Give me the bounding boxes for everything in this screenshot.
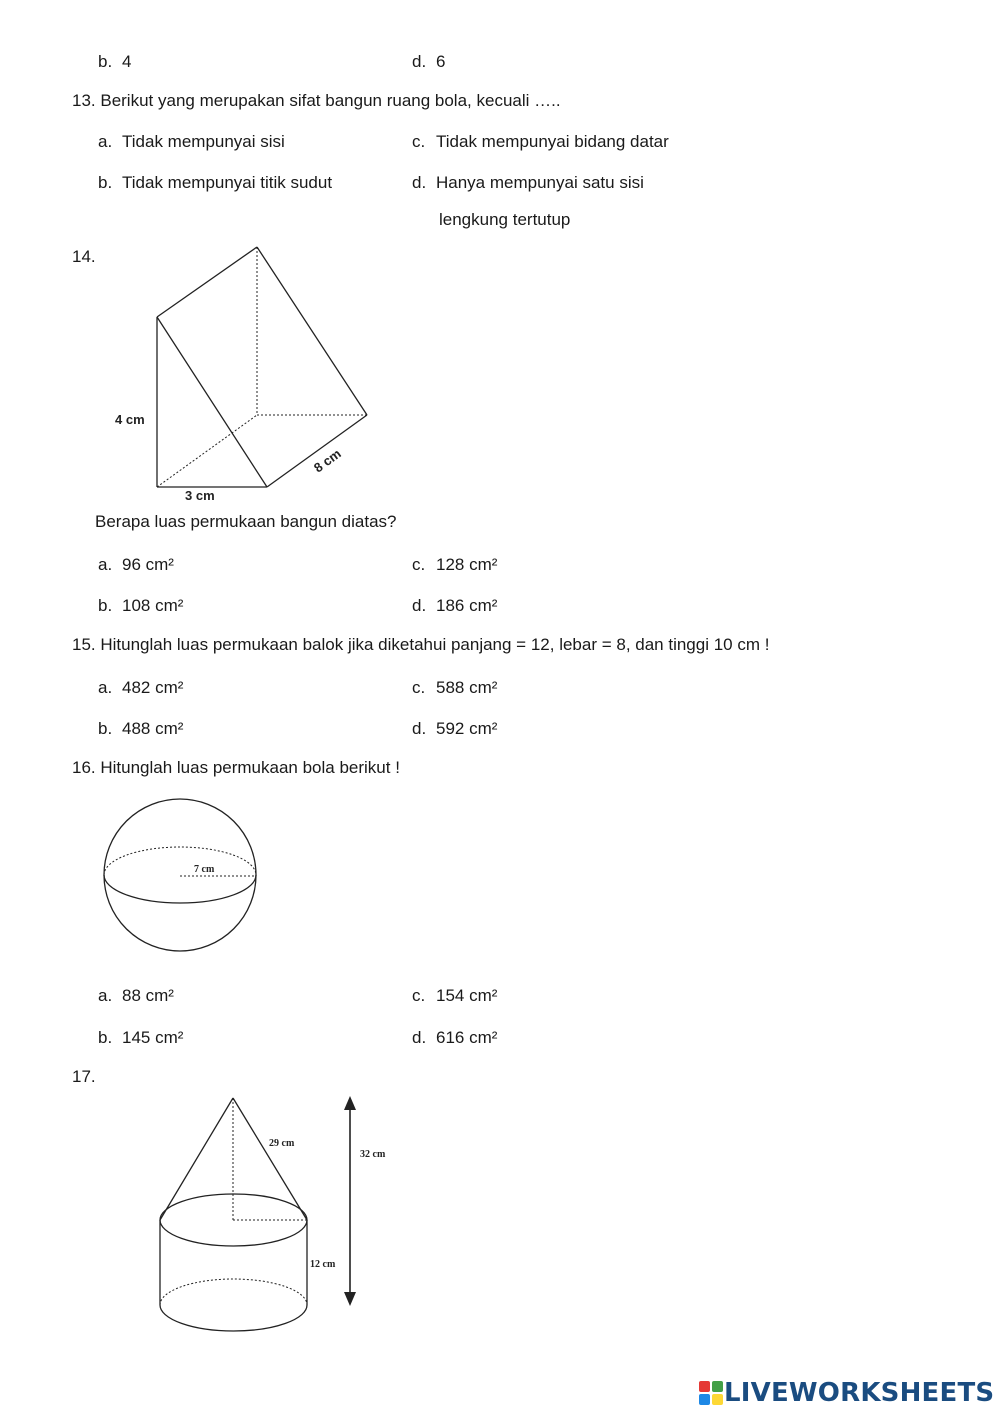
triangular-prism-figure (100, 240, 390, 510)
prism-base-label: 3 cm (185, 488, 215, 503)
q13-question: 13. Berikut yang merupakan sifat bangun ruang bola, kecuali ….. (72, 91, 561, 110)
q14-option-b: b. 108 cm² (98, 596, 184, 615)
logo-text: LIVEWORKSHEETS (724, 1378, 995, 1408)
q12-option-d: d. 6 (412, 52, 446, 71)
arrow-up-icon (344, 1096, 356, 1110)
q15-option-d: d. 592 cm² (412, 719, 498, 738)
q15-option-b: b. 488 cm² (98, 719, 184, 738)
q16-question: 16. Hitunglah luas permukaan bola berikut ! (72, 758, 400, 777)
cylinder-height-label: 12 cm (310, 1259, 336, 1270)
q14-option-c: c. 128 cm² (412, 555, 498, 574)
sphere-equator-back (104, 847, 256, 875)
liveworksheets-logo (698, 1378, 994, 1408)
q16-option-d: d. 616 cm² (412, 1028, 498, 1047)
q12-option-b: b. 4 (98, 52, 132, 71)
q13-option-b: b. Tidak mempunyai titik sudut (98, 173, 333, 192)
q14-number: 14. (72, 247, 96, 266)
cone-edge (233, 1098, 307, 1220)
prism-edge (157, 247, 257, 317)
q16-option-b: b. 145 cm² (98, 1028, 184, 1047)
sphere-radius-label: 7 cm (194, 864, 215, 875)
prism-edge (257, 247, 367, 415)
q13-option-a: a. Tidak mempunyai sisi (98, 132, 285, 151)
q13-option-d-continued: lengkung tertutup (439, 210, 571, 229)
prism-height-label: 4 cm (115, 412, 145, 427)
prism-hidden-edge (157, 415, 257, 487)
q17-number: 17. (72, 1067, 96, 1086)
cylinder-bottom-front (160, 1305, 307, 1331)
q13-option-c: c. Tidak mempunyai bidang datar (412, 132, 669, 151)
cylinder-bottom-back (160, 1279, 307, 1305)
sphere-equator-front (104, 875, 256, 903)
prism-length-label: 8 cm (310, 445, 344, 476)
total-height-label: 32 cm (360, 1149, 386, 1160)
sphere-figure (98, 795, 268, 960)
prism-edge (267, 415, 367, 487)
q16-option-a: a. 88 cm² (98, 986, 174, 1005)
q14-question: Berapa luas permukaan bangun diatas? (95, 512, 397, 531)
q16-option-c: c. 154 cm² (412, 986, 498, 1005)
cone-edge (160, 1098, 233, 1220)
q14-option-a: a. 96 cm² (98, 555, 174, 574)
arrow-down-icon (344, 1292, 356, 1306)
prism-edge (157, 317, 267, 487)
q15-option-c: c. 588 cm² (412, 678, 498, 697)
q14-option-d: d. 186 cm² (412, 596, 498, 615)
sphere-outline (104, 799, 256, 951)
q15-option-a: a. 482 cm² (98, 678, 184, 697)
q15-question: 15. Hitunglah luas permukaan balok jika diketahui panjang = 12, lebar = 8, dan tinggi 10 cm ! (72, 635, 770, 654)
q13-option-d: d. Hanya mempunyai satu sisi (412, 173, 644, 192)
cone-slant-label: 29 cm (269, 1138, 295, 1149)
cone-cylinder-figure (150, 1090, 410, 1340)
logo-blocks-icon (698, 1380, 724, 1406)
